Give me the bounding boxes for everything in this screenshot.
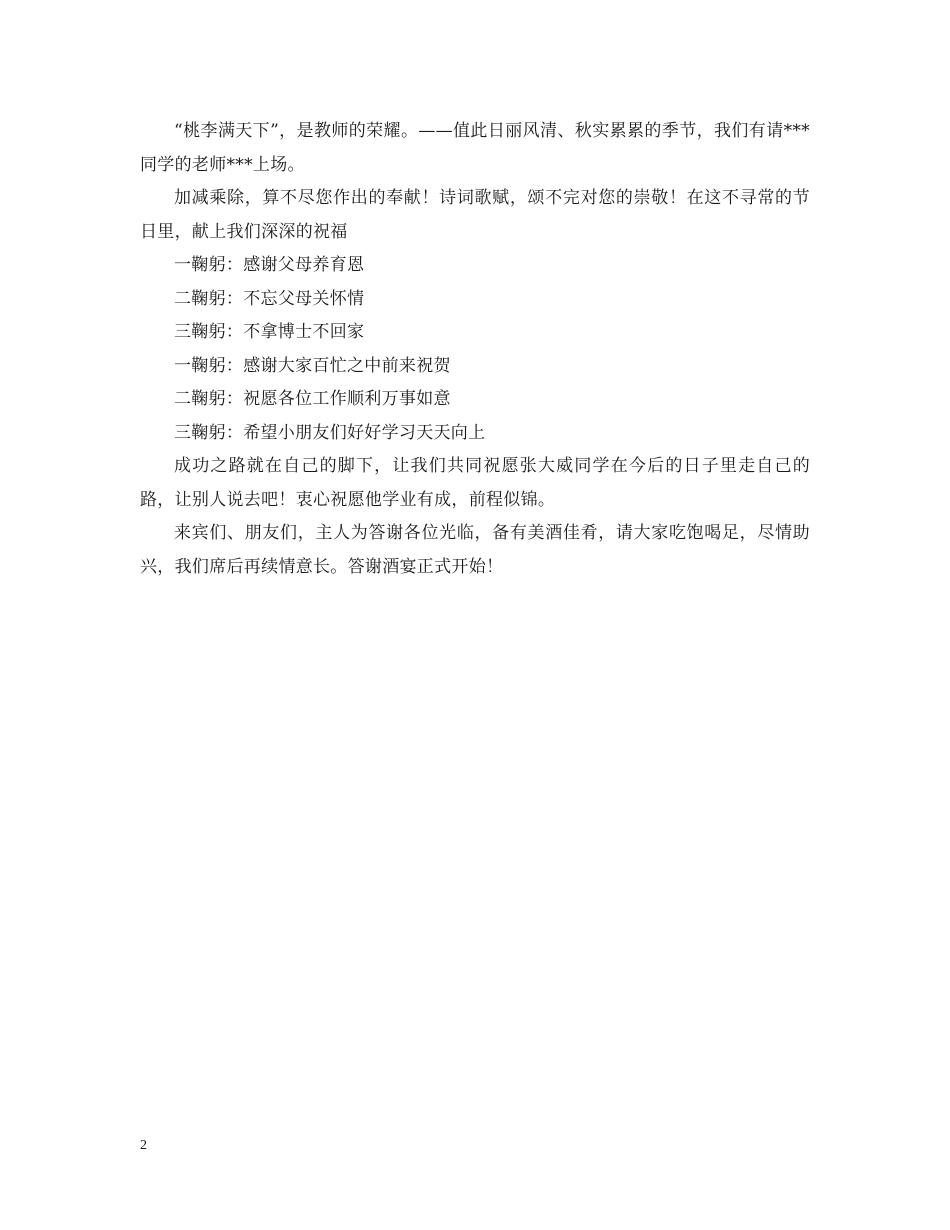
paragraph-wishes: 成功之路就在自己的脚下，让我们共同祝愿张大威同学在今后的日子里走自己的路，让别人说去吧！衷心祝愿他学业有成，前程似锦。 bbox=[140, 456, 810, 510]
paragraph-bow-1: 一鞠躬：感谢父母养育恩 bbox=[174, 255, 365, 275]
paragraph-banquet-start: 来宾们、朋友们，主人为答谢各位光临，备有美酒佳肴，请大家吃饱喝足，尽情助兴，我们席后再续情意长。答谢酒宴正式开始！ bbox=[140, 523, 810, 577]
paragraph-bow-3: 三鞠躬：不拿博士不回家 bbox=[174, 322, 365, 342]
document-body bbox=[140, 115, 810, 584]
paragraph-bow-4: 一鞠躬：感谢大家百忙之中前来祝贺 bbox=[174, 355, 451, 376]
paragraph-bow-6: 三鞠躬：希望小朋友们好好学习天天向上 bbox=[174, 422, 486, 443]
page-number: 2 bbox=[140, 1138, 147, 1153]
paragraph-blessing: 加减乘除，算不尽您作出的奉献！诗词歌赋，颂不完对您的崇敬！在这不寻常的节日里，献上我们深深的祝福 bbox=[140, 188, 810, 242]
paragraph-bow-5: 二鞠躬：祝愿各位工作顺利万事如意 bbox=[174, 389, 451, 409]
paragraph-bow-2: 二鞠躬：不忘父母关怀情 bbox=[174, 288, 365, 309]
paragraph-intro-teacher: “桃李满天下”，是教师的荣耀。——值此日丽风清、秋实累累的季节，我们有请***同学的老师***上场。 bbox=[140, 121, 810, 175]
